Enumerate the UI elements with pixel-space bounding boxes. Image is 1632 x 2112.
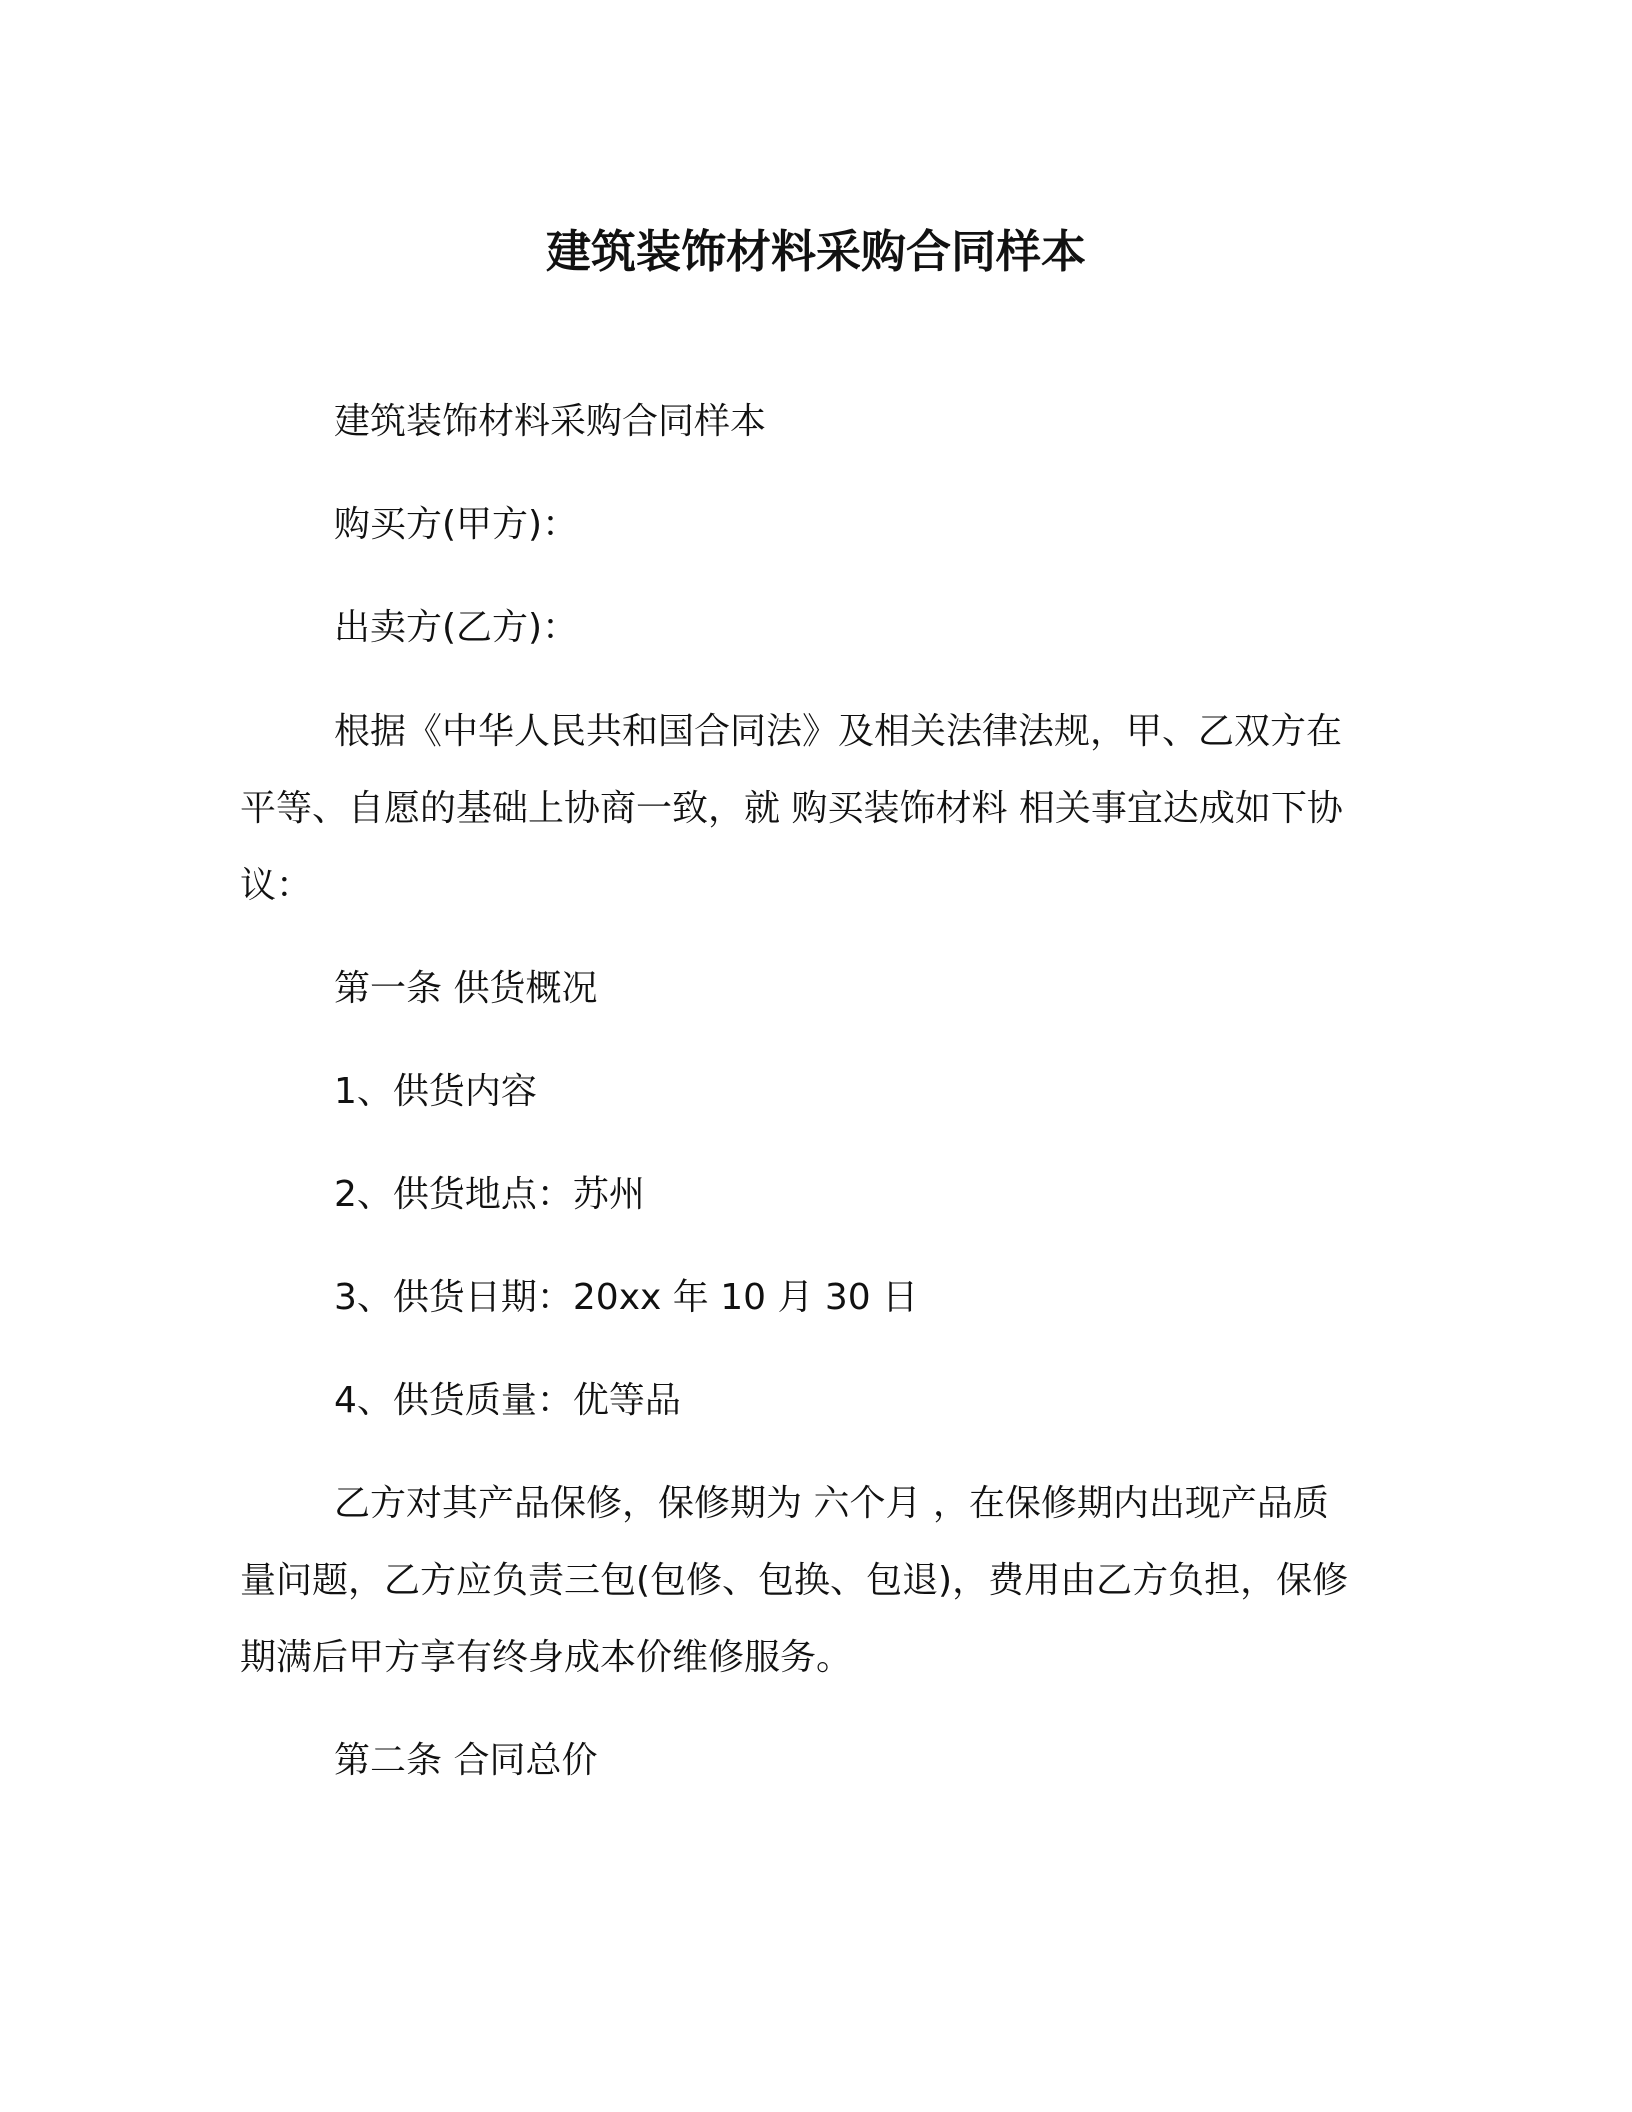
seller-label: 出卖方(乙方)： [334,607,579,648]
buyer-label: 购买方(甲方)： [334,504,579,545]
document-subtitle: 建筑装饰材料采购合同样本 [334,401,767,442]
intro-line-1: 根据《中华人民共和国合同法》及相关法律法规，甲、乙双方在 [334,711,1343,752]
article-1-item-1: 1、供货内容 [334,1071,537,1112]
article-1-item-4: 4、供货质量：优等品 [334,1380,681,1421]
document-title: 建筑装饰材料采购合同样本 [545,225,1086,278]
article-1-item-2: 2、供货地点：苏州 [334,1174,645,1215]
article-1-heading: 第一条 供货概况 [334,968,598,1009]
intro-line-3: 议： [240,865,313,906]
warranty-line-3: 期满后甲方享有终身成本价维修服务。 [240,1637,853,1678]
article-1-item-3: 3、供货日期：20xx 年 10 月 30 日 [334,1277,919,1318]
intro-line-2: 平等、自愿的基础上协商一致，就 购买装饰材料 相关事宜达成如下协 [240,788,1343,829]
warranty-line-2: 量问题，乙方应负责三包(包修、包换、包退)，费用由乙方负担，保修 [240,1560,1349,1601]
warranty-line-1: 乙方对其产品保修，保修期为 六个月 ，在保修期内出现产品质 [334,1483,1329,1524]
article-2-heading: 第二条 合同总价 [334,1740,598,1781]
